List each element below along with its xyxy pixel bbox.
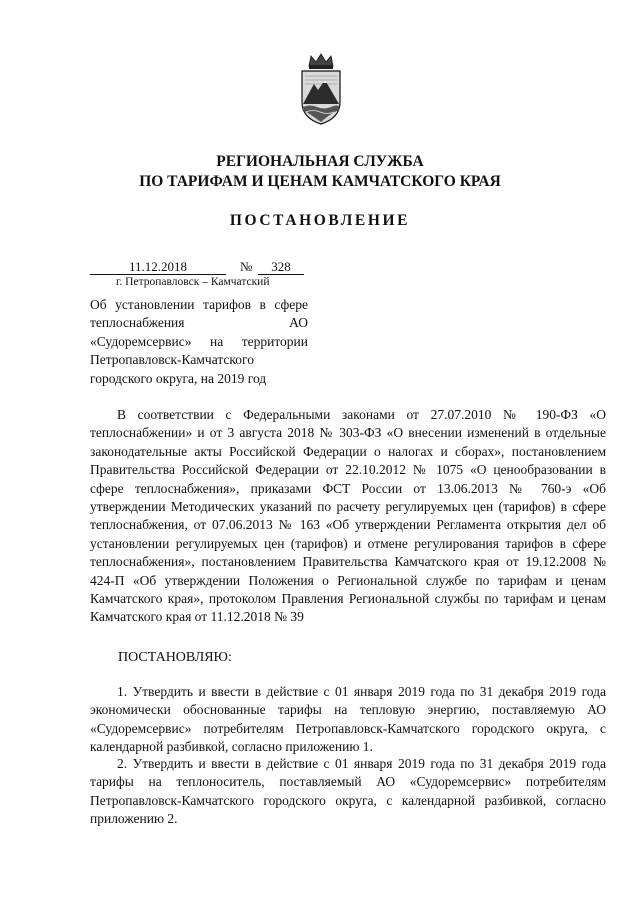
kamchatka-coat-of-arms-icon: [298, 52, 344, 126]
organization-title: [100, 152, 540, 192]
decree-word: ПОСТАНОВЛЯЮ:: [118, 650, 232, 665]
preamble-paragraph: В соответствии с Федеральными законами от 27.07.2010 № 190-ФЗ «О теплоснабжении» и от 3 августа 2018 № 303-ФЗ «О внесении изменений в отдельные законодательные акты Российской Федерации о налогах и сборах», постановлением Правительства Российской Федерации от 22.10.2012 № 1075 «О ценообразовании в сфере теплоснабжения», приказами ФСТ России от 13.06.2013 № 760-э «Об утверждении Методических указаний по расчету регулируемых цен (тарифов) в сфере теплоснабжения, от 07.06.2013 № 163 «Об утверждении Регламента открытия дел об установлении регулируемых цен (тарифов) и отмене регулирования тарифов в сфере теплоснабжения», постановлением Правительства Камчатского края от 19.12.2008 № 424-П «Об утверждении Положения о Региональной службе по тарифам и ценам Камчатского края», протоколом Правления Региональной службы по тарифам и ценам Камчатского края от 11.12.2018 № 39: [90, 407, 606, 625]
document-city: г. Петропавловск – Камчатский: [116, 276, 270, 288]
document-subject: Об установлении тарифов в сфере теплоснабжения АО «Судоремсервис» на территории Петропавловск-Камчатского городского округа, на 2019 год: [90, 297, 308, 386]
document-number: 328: [258, 259, 304, 275]
organization-title-line-2: ПО ТАРИФАМ И ЦЕНАМ КАМЧАТСКОГО КРАЯ: [139, 173, 501, 190]
document-date: 11.12.2018: [90, 259, 226, 275]
organization-title-line-1: РЕГИОНАЛЬНАЯ СЛУЖБА: [216, 153, 424, 170]
decree-item-1: 1. Утвердить и ввести в действие с 01 января 2019 года по 31 декабря 2019 года экономически обоснованные тарифы на тепловую энергию, поставляемую АО «Судоремсервис» потребителям Петропавловск-Камчатского городского округа, с календарной разбивкой, согласно приложению 1.: [90, 684, 606, 755]
decree-item-2: 2. Утвердить и ввести в действие с 01 января 2019 года по 31 декабря 2019 года тарифы на теплоноситель, поставляемый АО «Судоремсервис» потребителям Петропавловск-Камчатского городского округа, с календарной разбивкой, согласно приложению 2.: [90, 756, 606, 827]
document-type: ПОСТАНОВЛЕНИЕ: [229, 212, 411, 229]
number-sign: №: [240, 259, 253, 274]
